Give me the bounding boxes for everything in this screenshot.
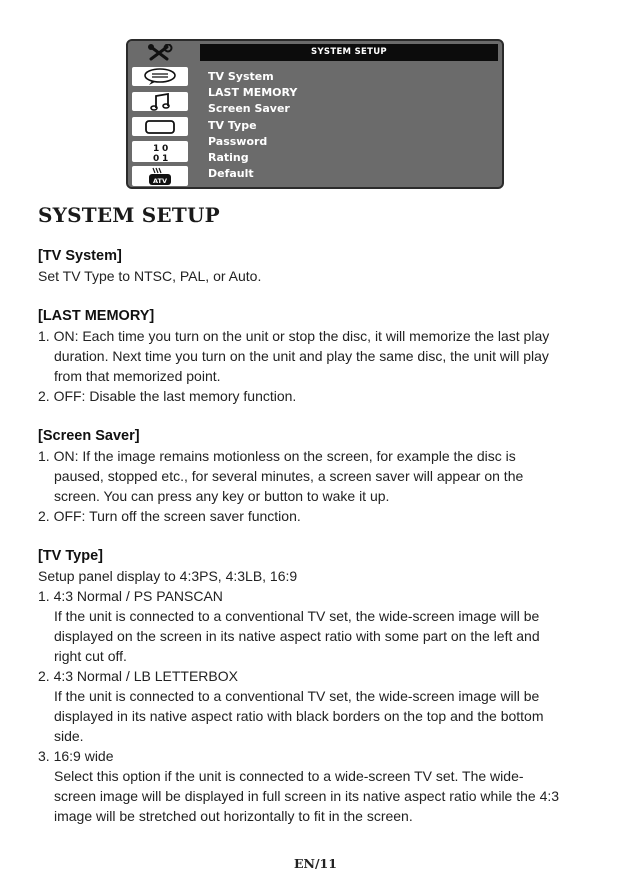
music-note-icon — [132, 92, 188, 111]
osd-icon-column — [128, 41, 196, 187]
tv-type-line: displayed on the screen in its native aspect ratio with some part on the left and — [54, 628, 540, 644]
screen-saver-line: 2. OFF: Turn off the screen saver function. — [38, 508, 301, 524]
osd-item-default[interactable]: Default — [208, 167, 254, 181]
digit-0b: 0 — [153, 153, 160, 162]
digit-1b: 1 — [162, 153, 169, 162]
osd-menu-list — [208, 69, 297, 182]
digits-icon — [132, 141, 188, 162]
screen-saver-line: screen. You can press any key or button to wake it up. — [54, 488, 390, 504]
osd-item-rating[interactable]: Rating — [208, 150, 249, 164]
section-heading-screen-saver: [Screen Saver] — [38, 428, 140, 444]
osd-item-password[interactable]: Password — [208, 134, 268, 148]
tv-type-line: 1. 4:3 Normal / PS PANSCAN — [38, 588, 223, 604]
osd-header-title: SYSTEM SETUP — [200, 44, 498, 61]
tv-type-line: screen image will be displayed in full screen in its native aspect ratio while the 4:3 — [54, 788, 560, 804]
last-memory-line: duration. Next time you turn on the unit and play the same disc, the unit will play — [54, 348, 549, 364]
tv-type-line: image will be stretched out horizontally to fit in the screen. — [54, 808, 413, 824]
osd-item-tv-type[interactable]: TV Type — [208, 118, 257, 132]
last-memory-line: from that memorized point. — [54, 368, 221, 384]
tv-system-line: Set TV Type to NTSC, PAL, or Auto. — [38, 268, 262, 284]
tv-type-line: 3. 16:9 wide — [38, 748, 114, 764]
osd-item-last-memory[interactable]: LAST MEMORY — [208, 86, 298, 100]
tv-type-line: If the unit is connected to a conventional TV set, the wide-screen image will be — [54, 608, 540, 624]
tv-type-line: right cut off. — [54, 648, 127, 664]
atv-label: ATV — [153, 176, 167, 185]
speech-bubble-icon — [132, 67, 188, 86]
tv-type-line: 2. 4:3 Normal / LB LETTERBOX — [38, 668, 238, 684]
tv-type-line: displayed in its native aspect ratio with black borders on the top and the bottom — [54, 708, 544, 724]
digit-0: 0 — [162, 143, 169, 154]
screen-saver-line: 1. ON: If the image remains motionless on the screen, for example the disc is — [38, 448, 516, 464]
page-footer: EN/11 — [294, 856, 337, 871]
tv-type-line: Select this option if the unit is connected to a wide-screen TV set. The wide- — [54, 768, 524, 784]
osd-item-tv-system[interactable]: TV System — [208, 70, 274, 83]
last-memory-line: 1. ON: Each time you turn on the unit or stop the disc, it will memorize the last play — [38, 328, 550, 344]
screen-saver-line: paused, stopped etc., for several minutes, a screen saver will appear on the — [54, 468, 524, 484]
osd-item-screen-saver[interactable]: Screen Saver — [208, 102, 290, 116]
tv-type-line: side. — [54, 728, 84, 744]
tools-icon — [132, 43, 188, 62]
last-memory-line: 2. OFF: Disable the last memory function. — [38, 388, 297, 404]
screen-icon — [132, 117, 188, 136]
section-heading-tv-system: [TV System] — [38, 248, 122, 264]
tv-type-line: If the unit is connected to a conventional TV set, the wide-screen image will be — [54, 688, 540, 704]
tv-type-line: Setup panel display to 4:3PS, 4:3LB, 16:9 — [38, 568, 298, 584]
osd-menu-screenshot — [126, 39, 504, 189]
section-heading-tv-type: [TV Type] — [38, 548, 103, 564]
page-title: SYSTEM SETUP — [38, 203, 220, 227]
section-heading-last-memory: [LAST MEMORY] — [38, 308, 155, 324]
atv-icon — [132, 166, 188, 186]
digit-1: 1 — [153, 143, 160, 154]
